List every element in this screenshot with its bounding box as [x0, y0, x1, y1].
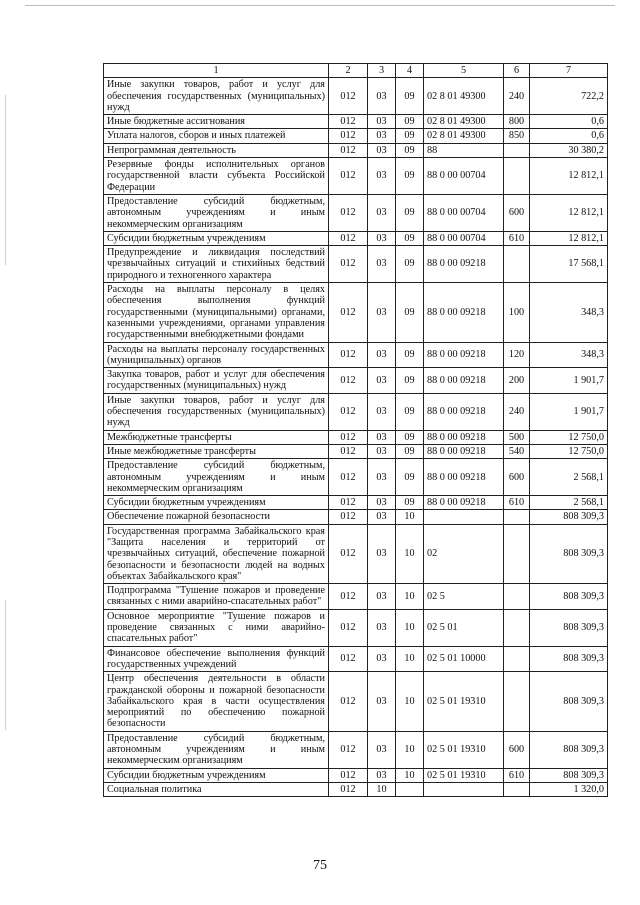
cell-ministry-code: 012 [329, 430, 368, 444]
cell-section-code: 03 [368, 194, 396, 231]
cell-target-article: 02 5 01 19310 [424, 768, 504, 782]
cell-amount: 808 309,3 [530, 510, 608, 524]
cell-expense-type [504, 584, 530, 610]
cell-ministry-code: 012 [329, 524, 368, 583]
table-row [104, 496, 608, 510]
cell-ministry-code: 012 [329, 115, 368, 129]
cell-ministry-code: 012 [329, 646, 368, 672]
table-row [104, 158, 608, 195]
cell-expense-name: Социальная политика [104, 782, 329, 796]
cell-section-code: 03 [368, 768, 396, 782]
cell-subsection-code: 09 [396, 430, 424, 444]
cell-expense-type: 800 [504, 115, 530, 129]
scan-edge-mark [5, 95, 6, 265]
cell-ministry-code: 012 [329, 768, 368, 782]
cell-expense-name: Предоставление субсидий бюджетным, автономным учреждениям и иным некоммерческим организациям [104, 194, 329, 231]
table-row [104, 194, 608, 231]
cell-ministry-code: 012 [329, 342, 368, 368]
cell-amount: 808 309,3 [530, 731, 608, 768]
cell-amount: 808 309,3 [530, 609, 608, 646]
cell-target-article: 02 [424, 524, 504, 583]
table-row [104, 115, 608, 129]
cell-expense-name: Непрограммная деятельность [104, 143, 329, 157]
cell-subsection-code: 09 [396, 115, 424, 129]
cell-subsection-code: 10 [396, 510, 424, 524]
cell-subsection-code: 09 [396, 459, 424, 496]
table-row [104, 672, 608, 731]
cell-subsection-code [396, 782, 424, 796]
column-header: 4 [396, 64, 424, 78]
column-header: 2 [329, 64, 368, 78]
table-row [104, 342, 608, 368]
cell-ministry-code: 012 [329, 444, 368, 458]
cell-amount: 1 320,0 [530, 782, 608, 796]
cell-expense-type: 100 [504, 283, 530, 342]
cell-target-article: 88 [424, 143, 504, 157]
cell-amount: 1 901,7 [530, 393, 608, 430]
cell-expense-name: Резервные фонды исполнительных органов государственной власти субъекта Российской Федерации [104, 158, 329, 195]
cell-ministry-code: 012 [329, 283, 368, 342]
cell-amount: 12 812,1 [530, 194, 608, 231]
cell-section-code: 03 [368, 444, 396, 458]
cell-target-article: 02 5 [424, 584, 504, 610]
table-body [104, 78, 608, 797]
cell-target-article: 02 8 01 49300 [424, 78, 504, 115]
cell-ministry-code: 012 [329, 129, 368, 143]
cell-target-article: 02 8 01 49300 [424, 129, 504, 143]
cell-amount: 808 309,3 [530, 646, 608, 672]
cell-subsection-code: 10 [396, 584, 424, 610]
cell-ministry-code: 012 [329, 609, 368, 646]
table-row [104, 143, 608, 157]
cell-amount: 348,3 [530, 342, 608, 368]
table-row [104, 731, 608, 768]
cell-section-code: 03 [368, 246, 396, 283]
cell-expense-type [504, 672, 530, 731]
cell-target-article: 02 5 01 10000 [424, 646, 504, 672]
cell-expense-name: Иные межбюджетные трансферты [104, 444, 329, 458]
table-row [104, 393, 608, 430]
page-number: 75 [313, 858, 327, 873]
cell-expense-type: 200 [504, 368, 530, 394]
cell-expense-name: Предупреждение и ликвидация последствий чрезвычайных ситуаций и стихийных бедствий природного и техногенного характера [104, 246, 329, 283]
cell-amount: 0,6 [530, 115, 608, 129]
cell-target-article: 88 0 00 09218 [424, 459, 504, 496]
cell-ministry-code: 012 [329, 731, 368, 768]
cell-target-article [424, 510, 504, 524]
cell-ministry-code: 012 [329, 782, 368, 796]
cell-amount: 17 568,1 [530, 246, 608, 283]
cell-section-code: 10 [368, 782, 396, 796]
cell-section-code: 03 [368, 430, 396, 444]
cell-ministry-code: 012 [329, 584, 368, 610]
budget-table [103, 63, 608, 797]
cell-ministry-code: 012 [329, 78, 368, 115]
cell-target-article: 02 8 01 49300 [424, 115, 504, 129]
cell-ministry-code: 012 [329, 510, 368, 524]
cell-target-article: 02 5 01 19310 [424, 672, 504, 731]
cell-expense-name: Обеспечение пожарной безопасности [104, 510, 329, 524]
cell-expense-name: Иные бюджетные ассигнования [104, 115, 329, 129]
cell-section-code: 03 [368, 283, 396, 342]
cell-amount: 2 568,1 [530, 459, 608, 496]
cell-section-code: 03 [368, 368, 396, 394]
cell-section-code: 03 [368, 731, 396, 768]
cell-expense-name: Расходы на выплаты персоналу в целях обеспечения выполнения функций государственными (муниципальными) органами, казенными учреждениями, органами управления государственными внебюджетными фондами [104, 283, 329, 342]
cell-target-article: 88 0 00 00704 [424, 194, 504, 231]
cell-section-code: 03 [368, 78, 396, 115]
cell-expense-name: Уплата налогов, сборов и иных платежей [104, 129, 329, 143]
cell-ministry-code: 012 [329, 143, 368, 157]
cell-section-code: 03 [368, 158, 396, 195]
table-row [104, 78, 608, 115]
cell-subsection-code: 09 [396, 129, 424, 143]
cell-subsection-code: 09 [396, 444, 424, 458]
top-edge-rule [25, 5, 615, 6]
cell-target-article: 88 0 00 00704 [424, 231, 504, 245]
scan-edge-mark [5, 600, 6, 730]
cell-section-code: 03 [368, 496, 396, 510]
cell-expense-name: Финансовое обеспечение выполнения функций государственных учреждений [104, 646, 329, 672]
cell-expense-name: Подпрограмма "Тушение пожаров и проведение связанных с ними аварийно-спасательных работ" [104, 584, 329, 610]
table-row [104, 584, 608, 610]
cell-expense-type [504, 524, 530, 583]
table-row [104, 283, 608, 342]
cell-subsection-code: 10 [396, 609, 424, 646]
cell-subsection-code: 09 [396, 158, 424, 195]
cell-ministry-code: 012 [329, 368, 368, 394]
cell-expense-name: Субсидии бюджетным учреждениям [104, 768, 329, 782]
cell-target-article: 88 0 00 09218 [424, 246, 504, 283]
cell-section-code: 03 [368, 115, 396, 129]
cell-target-article: 88 0 00 00704 [424, 158, 504, 195]
table-row [104, 609, 608, 646]
cell-expense-type: 500 [504, 430, 530, 444]
cell-subsection-code: 10 [396, 672, 424, 731]
cell-expense-type: 240 [504, 393, 530, 430]
cell-amount: 0,6 [530, 129, 608, 143]
cell-section-code: 03 [368, 672, 396, 731]
cell-section-code: 03 [368, 129, 396, 143]
cell-expense-name: Предоставление субсидий бюджетным, автономным учреждениям и иным некоммерческим организациям [104, 459, 329, 496]
cell-expense-type [504, 609, 530, 646]
cell-amount: 2 568,1 [530, 496, 608, 510]
cell-subsection-code: 09 [396, 342, 424, 368]
table-row [104, 459, 608, 496]
cell-expense-type: 240 [504, 78, 530, 115]
table-row [104, 430, 608, 444]
cell-subsection-code: 10 [396, 646, 424, 672]
cell-expense-type: 540 [504, 444, 530, 458]
table-header-row [104, 64, 608, 78]
cell-section-code: 03 [368, 510, 396, 524]
cell-ministry-code: 012 [329, 158, 368, 195]
cell-expense-type [504, 782, 530, 796]
cell-expense-name: Субсидии бюджетным учреждениям [104, 231, 329, 245]
table-row [104, 129, 608, 143]
cell-target-article: 88 0 00 09218 [424, 368, 504, 394]
cell-expense-name: Расходы на выплаты персоналу государственных (муниципальных) органов [104, 342, 329, 368]
cell-amount: 12 812,1 [530, 158, 608, 195]
cell-expense-type [504, 510, 530, 524]
cell-amount: 808 309,3 [530, 524, 608, 583]
cell-expense-name: Иные закупки товаров, работ и услуг для обеспечения государственных (муниципальных) нужд [104, 78, 329, 115]
cell-ministry-code: 012 [329, 231, 368, 245]
cell-section-code: 03 [368, 231, 396, 245]
cell-ministry-code: 012 [329, 672, 368, 731]
cell-expense-type: 610 [504, 496, 530, 510]
table-row [104, 524, 608, 583]
cell-amount: 348,3 [530, 283, 608, 342]
cell-target-article: 88 0 00 09218 [424, 444, 504, 458]
cell-ministry-code: 012 [329, 496, 368, 510]
cell-subsection-code: 10 [396, 731, 424, 768]
cell-expense-type: 610 [504, 231, 530, 245]
table-row [104, 646, 608, 672]
cell-subsection-code: 09 [396, 393, 424, 430]
cell-amount: 722,2 [530, 78, 608, 115]
cell-amount: 12 812,1 [530, 231, 608, 245]
cell-subsection-code: 09 [396, 231, 424, 245]
cell-target-article [424, 782, 504, 796]
cell-amount: 1 901,7 [530, 368, 608, 394]
cell-amount: 808 309,3 [530, 672, 608, 731]
cell-subsection-code: 09 [396, 194, 424, 231]
cell-expense-name: Государственная программа Забайкальского края "Защита населения и территорий от чрезвычайных ситуаций, обеспечение пожарной безопасности и безопасности людей на водных объектах Забайкальского края" [104, 524, 329, 583]
cell-ministry-code: 012 [329, 459, 368, 496]
table-row [104, 768, 608, 782]
cell-expense-name: Основное мероприятие "Тушение пожаров и проведение связанных с ними аварийно-спасательных работ" [104, 609, 329, 646]
column-header: 5 [424, 64, 504, 78]
cell-expense-name: Иные закупки товаров, работ и услуг для обеспечения государственных (муниципальных) нужд [104, 393, 329, 430]
cell-subsection-code: 09 [396, 283, 424, 342]
cell-target-article: 02 5 01 19310 [424, 731, 504, 768]
cell-subsection-code: 09 [396, 246, 424, 283]
cell-ministry-code: 012 [329, 393, 368, 430]
cell-subsection-code: 09 [396, 78, 424, 115]
cell-subsection-code: 10 [396, 524, 424, 583]
cell-subsection-code: 09 [396, 496, 424, 510]
table-row [104, 782, 608, 796]
cell-expense-type [504, 246, 530, 283]
cell-section-code: 03 [368, 393, 396, 430]
table-row [104, 246, 608, 283]
cell-amount: 808 309,3 [530, 768, 608, 782]
cell-section-code: 03 [368, 342, 396, 368]
cell-ministry-code: 012 [329, 194, 368, 231]
cell-expense-name: Межбюджетные трансферты [104, 430, 329, 444]
cell-expense-name: Субсидии бюджетным учреждениям [104, 496, 329, 510]
cell-amount: 12 750,0 [530, 444, 608, 458]
column-header: 6 [504, 64, 530, 78]
cell-expense-name: Закупка товаров, работ и услуг для обеспечения государственных (муниципальных) нужд [104, 368, 329, 394]
cell-expense-type [504, 143, 530, 157]
cell-expense-type: 600 [504, 194, 530, 231]
column-header: 7 [530, 64, 608, 78]
cell-section-code: 03 [368, 143, 396, 157]
cell-amount: 12 750,0 [530, 430, 608, 444]
cell-expense-type: 600 [504, 459, 530, 496]
cell-section-code: 03 [368, 459, 396, 496]
column-header: 3 [368, 64, 396, 78]
cell-target-article: 88 0 00 09218 [424, 393, 504, 430]
cell-section-code: 03 [368, 646, 396, 672]
cell-target-article: 88 0 00 09218 [424, 430, 504, 444]
cell-expense-name: Предоставление субсидий бюджетным, автономным учреждениям и иным некоммерческим организациям [104, 731, 329, 768]
cell-target-article: 02 5 01 [424, 609, 504, 646]
cell-amount: 808 309,3 [530, 584, 608, 610]
table-row [104, 231, 608, 245]
cell-target-article: 88 0 00 09218 [424, 283, 504, 342]
cell-expense-type: 610 [504, 768, 530, 782]
cell-section-code: 03 [368, 524, 396, 583]
table-row [104, 510, 608, 524]
cell-section-code: 03 [368, 584, 396, 610]
cell-expense-type: 850 [504, 129, 530, 143]
cell-amount: 30 380,2 [530, 143, 608, 157]
cell-subsection-code: 09 [396, 143, 424, 157]
cell-expense-type [504, 158, 530, 195]
cell-expense-type: 600 [504, 731, 530, 768]
table-row [104, 368, 608, 394]
column-header: 1 [104, 64, 329, 78]
cell-subsection-code: 10 [396, 768, 424, 782]
table-row [104, 444, 608, 458]
cell-expense-type: 120 [504, 342, 530, 368]
cell-expense-name: Центр обеспечения деятельности в области гражданской обороны и пожарной безопасности Забайкальского края в части осуществления мероприятий по обеспечению пожарной безопасности [104, 672, 329, 731]
cell-target-article: 88 0 00 09218 [424, 496, 504, 510]
cell-expense-type [504, 646, 530, 672]
cell-ministry-code: 012 [329, 246, 368, 283]
cell-target-article: 88 0 00 09218 [424, 342, 504, 368]
cell-subsection-code: 09 [396, 368, 424, 394]
cell-section-code: 03 [368, 609, 396, 646]
